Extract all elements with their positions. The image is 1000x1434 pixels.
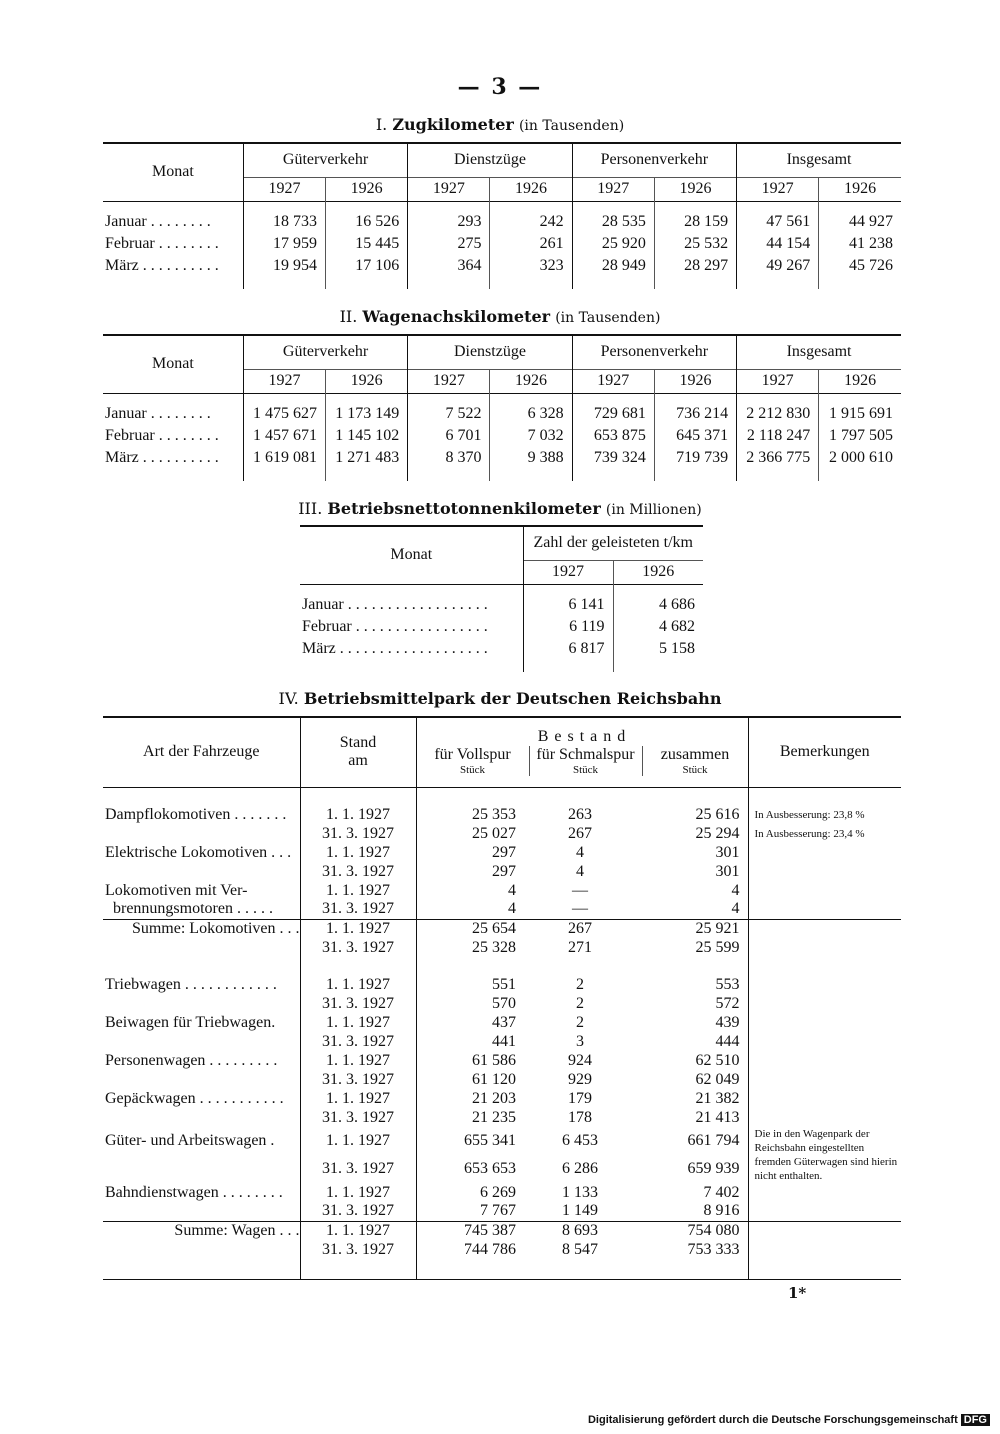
schmal-cell: 2 (576, 975, 584, 993)
year-header: 1926 (490, 177, 572, 201)
remark-cell (748, 881, 901, 900)
vehicle-type-cell (103, 1155, 300, 1183)
remark-cell (748, 1240, 901, 1259)
remark-cell (748, 1108, 901, 1127)
vehicle-type-cell: brennungsmotoren . . . . . (103, 900, 300, 919)
schmal-cell: 3 (576, 1032, 584, 1050)
schmal-label: für Schmalspur (536, 746, 635, 764)
table-row (300, 594, 703, 616)
vehicle-type-cell: Dampflokomotiven . . . . . . . (103, 805, 300, 824)
value-cell: 5 158 (659, 640, 695, 657)
table-row (103, 843, 901, 862)
table4-title (0, 689, 1000, 708)
value-cell: 16 526 (326, 211, 408, 233)
remark-cell (748, 1070, 901, 1089)
remark-cell (748, 1051, 901, 1070)
value-cell: 242 (490, 211, 572, 233)
zus-cell: 439 (636, 1013, 748, 1032)
value-cell: 25 920 (572, 233, 654, 255)
value-cell: 4 682 (659, 618, 695, 635)
value-cell: 18 733 (243, 211, 325, 233)
voll-cell: 25 027 (472, 824, 516, 842)
remark-cell (748, 900, 901, 919)
value-cell: 1 797 505 (829, 427, 893, 444)
value-cell: 15 445 (326, 233, 408, 255)
table-row (103, 975, 901, 994)
month-cell: Januar . . . . . . . . (103, 211, 243, 233)
value-cell: 1 271 483 (326, 447, 408, 469)
voll-cell: 21 235 (472, 1108, 516, 1126)
value-cell: 44 154 (737, 233, 819, 255)
month-cell: März . . . . . . . . . . (103, 447, 243, 469)
table-row (300, 638, 703, 660)
table-wagenachskilometer (103, 334, 901, 481)
table-row (103, 1089, 901, 1108)
value-cell: 28 159 (654, 211, 736, 233)
table-betriebsnettotonnenkilometer (300, 525, 703, 672)
footer-credit-text: Digitalisierung gefördert durch die Deutsche Forschungsgemeinschaft (587, 1414, 958, 1426)
voll-cell: 297 (492, 843, 516, 861)
voll-cell: 25 353 (472, 805, 516, 823)
date-cell: 31. 3. 1927 (300, 938, 416, 957)
date-cell: 1. 1. 1927 (300, 1183, 416, 1202)
month-cell: Februar . . . . . . . . (103, 425, 243, 447)
voll-cell: 6 269 (480, 1183, 516, 1201)
table-row (103, 1240, 901, 1259)
table-row (103, 1013, 901, 1032)
month-cell: Februar . . . . . . . . (103, 233, 243, 255)
schmal-header (529, 746, 643, 776)
table4-name: Betriebsmittelpark der Deutschen Reichsbahn (303, 689, 722, 708)
table-row (103, 1202, 901, 1221)
value-cell: 28 297 (654, 255, 736, 277)
zus-cell: 62 510 (636, 1051, 748, 1070)
date-cell: 31. 3. 1927 (300, 994, 416, 1013)
value-cell: 9 388 (490, 447, 572, 469)
remark-cell (748, 994, 901, 1013)
footer-credit (588, 1414, 990, 1426)
month-cell: Februar . . . . . . . . . . . . . . . . . (300, 616, 523, 638)
remark-cell (748, 919, 901, 938)
value-cell: 729 681 (572, 403, 654, 425)
table-row (103, 919, 901, 938)
value-cell: 25 532 (654, 233, 736, 255)
value-cell: 19 954 (243, 255, 325, 277)
art-header: Art der Fahrzeuge (103, 717, 300, 787)
month-header: Monat (300, 526, 523, 584)
remark-cell: Die in den Wagenpark der Reichsbahn eingestellten (754, 1128, 870, 1154)
voll-label: für Vollspur (434, 746, 511, 764)
date-cell: 31. 3. 1927 (300, 824, 416, 843)
schmal-cell: 8 693 (562, 1221, 598, 1239)
table-row (103, 824, 901, 843)
schmal-cell: — (572, 900, 588, 918)
zus-header (643, 746, 748, 776)
bestand-label: B e s t a n d (537, 728, 627, 746)
schmal-cell: 1 133 (562, 1183, 598, 1201)
value-cell: 17 959 (243, 233, 325, 255)
table1-num: I. (375, 115, 388, 134)
remark-cell: In Ausbesserung: 23,8 % (754, 808, 865, 821)
table-row (103, 862, 901, 881)
voll-cell: 653 653 (464, 1160, 516, 1177)
date-cell: 31. 3. 1927 (300, 1202, 416, 1221)
remark-cell (748, 1032, 901, 1051)
date-cell: 31. 3. 1927 (300, 1070, 416, 1089)
bestand-header (416, 717, 748, 787)
value-cell: 1 457 671 (243, 425, 325, 447)
stand-label: Stand (339, 734, 377, 752)
value-cell: 17 106 (326, 255, 408, 277)
voll-cell: 745 387 (464, 1221, 516, 1239)
date-cell: 31. 3. 1927 (300, 1108, 416, 1127)
date-cell: 1. 1. 1927 (300, 1051, 416, 1070)
schmal-cell: 271 (568, 938, 592, 956)
table4-num: IV. (278, 689, 299, 708)
table1-title (0, 115, 1000, 134)
value-cell: 736 214 (654, 403, 736, 425)
zus-cell: 25 921 (636, 919, 748, 938)
vehicle-type-cell (103, 1240, 300, 1259)
month-cell: März . . . . . . . . . . (103, 255, 243, 277)
remark-cell (748, 975, 901, 994)
vehicle-type-cell: Güter- und Arbeitswagen . (103, 1127, 300, 1155)
value-cell: 2 212 830 (737, 403, 819, 425)
zus-cell: 62 049 (636, 1070, 748, 1089)
unit-label: Stück (459, 764, 486, 777)
table-row (103, 1070, 901, 1089)
voll-header (417, 746, 529, 776)
date-cell: 31. 3. 1927 (300, 862, 416, 881)
group-header: Dienstzüge (408, 143, 572, 177)
group-header: Insgesamt (786, 151, 852, 169)
value-cell: 1 173 149 (326, 403, 408, 425)
value-cell: 2 000 610 (829, 449, 893, 466)
vehicle-type-cell (103, 1202, 300, 1221)
year-header: 1927 (523, 560, 613, 584)
value-cell: 49 267 (737, 255, 819, 277)
zus-cell: 25 294 (636, 824, 748, 843)
schmal-cell: 1 149 (562, 1202, 598, 1220)
date-cell: 31. 3. 1927 (300, 1155, 416, 1183)
date-cell: 1. 1. 1927 (300, 975, 416, 994)
voll-cell: 551 (492, 975, 516, 993)
vehicle-type-cell (103, 1108, 300, 1127)
value-cell: 323 (490, 255, 572, 277)
schmal-cell: 8 547 (562, 1240, 598, 1258)
table-row (103, 403, 901, 425)
remark-cell (748, 1221, 901, 1240)
voll-cell: 25 328 (472, 938, 516, 956)
year-header: 1927 (408, 177, 490, 201)
table-row (103, 1155, 901, 1183)
group-header: Personenverkehr (572, 335, 736, 369)
schmal-cell: 6 286 (562, 1160, 598, 1177)
schmal-cell: 4 (576, 862, 584, 880)
zus-cell: 444 (636, 1032, 748, 1051)
table-row (103, 938, 901, 957)
vehicle-type-cell (103, 1032, 300, 1051)
zus-label: zusammen (660, 746, 730, 764)
year-header: 1927 (737, 369, 819, 393)
schmal-cell: 2 (576, 994, 584, 1012)
value-cell: 653 875 (572, 425, 654, 447)
year-header: 1927 (243, 177, 325, 201)
year-header: 1927 (243, 369, 325, 393)
group-header: Dienstzüge (408, 335, 572, 369)
voll-cell: 437 (492, 1013, 516, 1031)
vehicle-type-cell: Gepäckwagen . . . . . . . . . . . (103, 1089, 300, 1108)
value-cell: 6 817 (523, 638, 613, 660)
remark-cell: fremden Güterwagen sind hierin nicht enthalten. (754, 1156, 898, 1182)
zus-cell: 25 616 (636, 805, 748, 824)
year-header: 1926 (613, 560, 703, 584)
remark-cell (748, 1013, 901, 1032)
value-cell: 1 915 691 (829, 405, 893, 422)
month-header: Monat (103, 335, 243, 393)
value-cell: 41 238 (849, 235, 893, 252)
date-cell: 1. 1. 1927 (300, 919, 416, 938)
value-cell: 47 561 (737, 211, 819, 233)
zus-cell: 4 (636, 881, 748, 900)
schmal-cell: 178 (568, 1108, 592, 1126)
bemerkungen-header: Bemerkungen (779, 743, 870, 761)
table2-unit: (in Tausenden) (555, 310, 661, 326)
value-cell: 7 522 (408, 403, 490, 425)
year-header: 1926 (654, 177, 736, 201)
value-cell: 1 145 102 (326, 425, 408, 447)
vehicle-type-cell: Personenwagen . . . . . . . . . (103, 1051, 300, 1070)
month-cell: März . . . . . . . . . . . . . . . . . . . (300, 638, 523, 660)
schmal-cell: 267 (568, 824, 592, 842)
zus-cell: 4 (636, 900, 748, 919)
vehicle-type-cell (103, 938, 300, 957)
zus-cell: 25 599 (636, 938, 748, 957)
table3-num: III. (298, 499, 323, 518)
group-header: Güterverkehr (243, 335, 407, 369)
table-betriebsmittelpark (103, 716, 901, 1280)
year-header: 1927 (572, 369, 654, 393)
table3-title (0, 499, 1000, 518)
schmal-cell: 263 (568, 805, 592, 823)
year-header: 1926 (654, 369, 736, 393)
schmal-cell: 4 (576, 843, 584, 861)
vehicle-type-cell: Triebwagen . . . . . . . . . . . . (103, 975, 300, 994)
value-cell: 45 726 (849, 257, 893, 274)
am-label: am (348, 752, 368, 770)
value-cell: 1 475 627 (243, 403, 325, 425)
table2-title (0, 307, 1000, 326)
value-cell: 28 949 (572, 255, 654, 277)
voll-cell: 744 786 (464, 1240, 516, 1258)
remark-cell (748, 843, 901, 862)
year-header: 1926 (326, 177, 408, 201)
zus-cell: 7 402 (636, 1183, 748, 1202)
vehicle-type-cell: Lokomotiven mit Ver- (103, 881, 300, 900)
schmal-cell: 179 (568, 1089, 592, 1107)
schmal-cell: 2 (576, 1013, 584, 1031)
zus-cell: 301 (636, 862, 748, 881)
voll-cell: 61 120 (472, 1070, 516, 1088)
table-row (103, 1183, 901, 1202)
value-cell: 4 686 (659, 596, 695, 613)
table-row (103, 255, 901, 277)
value-cell: 739 324 (572, 447, 654, 469)
date-cell: 31. 3. 1927 (300, 1032, 416, 1051)
table-row (103, 1108, 901, 1127)
value-cell: 6 119 (523, 616, 613, 638)
vehicle-type-cell: Elektrische Lokomotiven . . . (103, 843, 300, 862)
table2-num: II. (339, 307, 358, 326)
value-cell: 2 366 775 (737, 447, 819, 469)
year-header: 1926 (819, 177, 901, 201)
date-cell: 1. 1. 1927 (300, 1013, 416, 1032)
month-header: Monat (103, 143, 243, 201)
schmal-cell: — (572, 881, 588, 899)
table-row (103, 233, 901, 255)
table-row (103, 994, 901, 1013)
footnote-mark: 1* (788, 1284, 807, 1302)
year-header: 1926 (326, 369, 408, 393)
value-cell: 1 619 081 (243, 447, 325, 469)
value-cell: 6 701 (408, 425, 490, 447)
table1-name: Zugkilometer (392, 115, 514, 134)
value-cell: 2 118 247 (737, 425, 819, 447)
remark-cell (748, 1089, 901, 1108)
table-row (103, 805, 901, 824)
voll-cell: 441 (492, 1032, 516, 1050)
year-header: 1927 (408, 369, 490, 393)
month-cell: Januar . . . . . . . . (103, 403, 243, 425)
vehicle-type-cell: Bahndienstwagen . . . . . . . . (103, 1183, 300, 1202)
voll-cell: 25 654 (472, 919, 516, 937)
vehicle-type-cell (103, 862, 300, 881)
table-row (103, 1127, 901, 1155)
table-row (103, 447, 901, 469)
date-cell: 31. 3. 1927 (300, 900, 416, 919)
page-number: — 3 — (457, 74, 543, 100)
value-cell: 364 (408, 255, 490, 277)
dfg-logo: DFG (961, 1414, 990, 1426)
vehicle-type-cell: Beiwagen für Triebwagen. (103, 1013, 300, 1032)
stand-header (300, 717, 416, 787)
value-cell: 261 (490, 233, 572, 255)
table-row (103, 881, 901, 900)
table1-unit: (in Tausenden) (518, 118, 625, 134)
value-cell: 275 (408, 233, 490, 255)
group-header: Insgesamt (786, 343, 852, 361)
table3-name: Betriebsnettotonnenkilometer (327, 499, 601, 518)
zus-cell: 553 (636, 975, 748, 994)
table-row (300, 616, 703, 638)
unit-label: Stück (572, 764, 599, 777)
table-row (103, 1221, 901, 1240)
vehicle-type-cell: Summe: Wagen . . . (103, 1221, 300, 1240)
voll-cell: 4 (508, 900, 516, 918)
year-header: 1926 (490, 369, 572, 393)
date-cell: 1. 1. 1927 (300, 1221, 416, 1240)
voll-cell: 21 203 (472, 1089, 516, 1107)
voll-cell: 4 (508, 881, 516, 899)
remark-cell (748, 862, 901, 881)
vehicle-type-cell (103, 824, 300, 843)
zus-cell: 8 916 (636, 1202, 748, 1221)
table-row (103, 1051, 901, 1070)
zus-cell: 659 939 (636, 1155, 748, 1183)
value-cell: 6 141 (523, 594, 613, 616)
year-header: 1927 (572, 177, 654, 201)
voll-cell: 297 (492, 862, 516, 880)
group-header: Güterverkehr (243, 143, 407, 177)
value-cell: 44 927 (849, 213, 893, 230)
value-cell: 6 328 (490, 403, 572, 425)
remark-cell (748, 938, 901, 957)
year-header: 1927 (737, 177, 819, 201)
group-header: Personenverkehr (572, 143, 736, 177)
date-cell: 1. 1. 1927 (300, 1089, 416, 1108)
schmal-cell: 924 (568, 1051, 592, 1069)
remark-cell: In Ausbesserung: 23,4 % (754, 827, 865, 840)
value-cell: 28 535 (572, 211, 654, 233)
table3-unit: (in Millionen) (605, 502, 702, 518)
remark-cell (748, 1202, 901, 1221)
year-header: 1926 (819, 369, 901, 393)
date-cell: 1. 1. 1927 (300, 843, 416, 862)
zus-cell: 21 413 (636, 1108, 748, 1127)
zus-cell: 21 382 (636, 1089, 748, 1108)
zus-cell: 572 (636, 994, 748, 1013)
zus-cell: 754 080 (636, 1221, 748, 1240)
voll-cell: 570 (492, 994, 516, 1012)
group-header: Zahl der geleisteten t/km (533, 534, 693, 552)
schmal-cell: 267 (568, 919, 592, 937)
date-cell: 31. 3. 1927 (300, 1240, 416, 1259)
table2-name: Wagenachskilometer (362, 307, 551, 326)
zus-cell: 753 333 (636, 1240, 748, 1259)
voll-cell: 61 586 (472, 1051, 516, 1069)
vehicle-type-cell: Summe: Lokomotiven . . . (103, 919, 300, 938)
date-cell: 1. 1. 1927 (300, 881, 416, 900)
date-cell: 1. 1. 1927 (300, 1127, 416, 1155)
zus-cell: 301 (636, 843, 748, 862)
voll-cell: 655 341 (464, 1132, 516, 1149)
vehicle-type-cell (103, 1070, 300, 1089)
vehicle-type-cell (103, 994, 300, 1013)
schmal-cell: 929 (568, 1070, 592, 1088)
table-row (103, 425, 901, 447)
table-row (103, 900, 901, 919)
table-row (103, 1032, 901, 1051)
remark-cell (748, 1183, 901, 1202)
unit-label: Stück (682, 764, 708, 777)
value-cell: 8 370 (408, 447, 490, 469)
value-cell: 293 (408, 211, 490, 233)
zus-cell: 661 794 (636, 1127, 748, 1155)
value-cell: 719 739 (654, 447, 736, 469)
table-row (103, 211, 901, 233)
schmal-cell: 6 453 (562, 1132, 598, 1149)
value-cell: 645 371 (654, 425, 736, 447)
date-cell: 1. 1. 1927 (300, 805, 416, 824)
value-cell: 7 032 (490, 425, 572, 447)
month-cell: Januar . . . . . . . . . . . . . . . . . . (300, 594, 523, 616)
table-zugkilometer (103, 142, 901, 289)
voll-cell: 7 767 (480, 1202, 516, 1220)
